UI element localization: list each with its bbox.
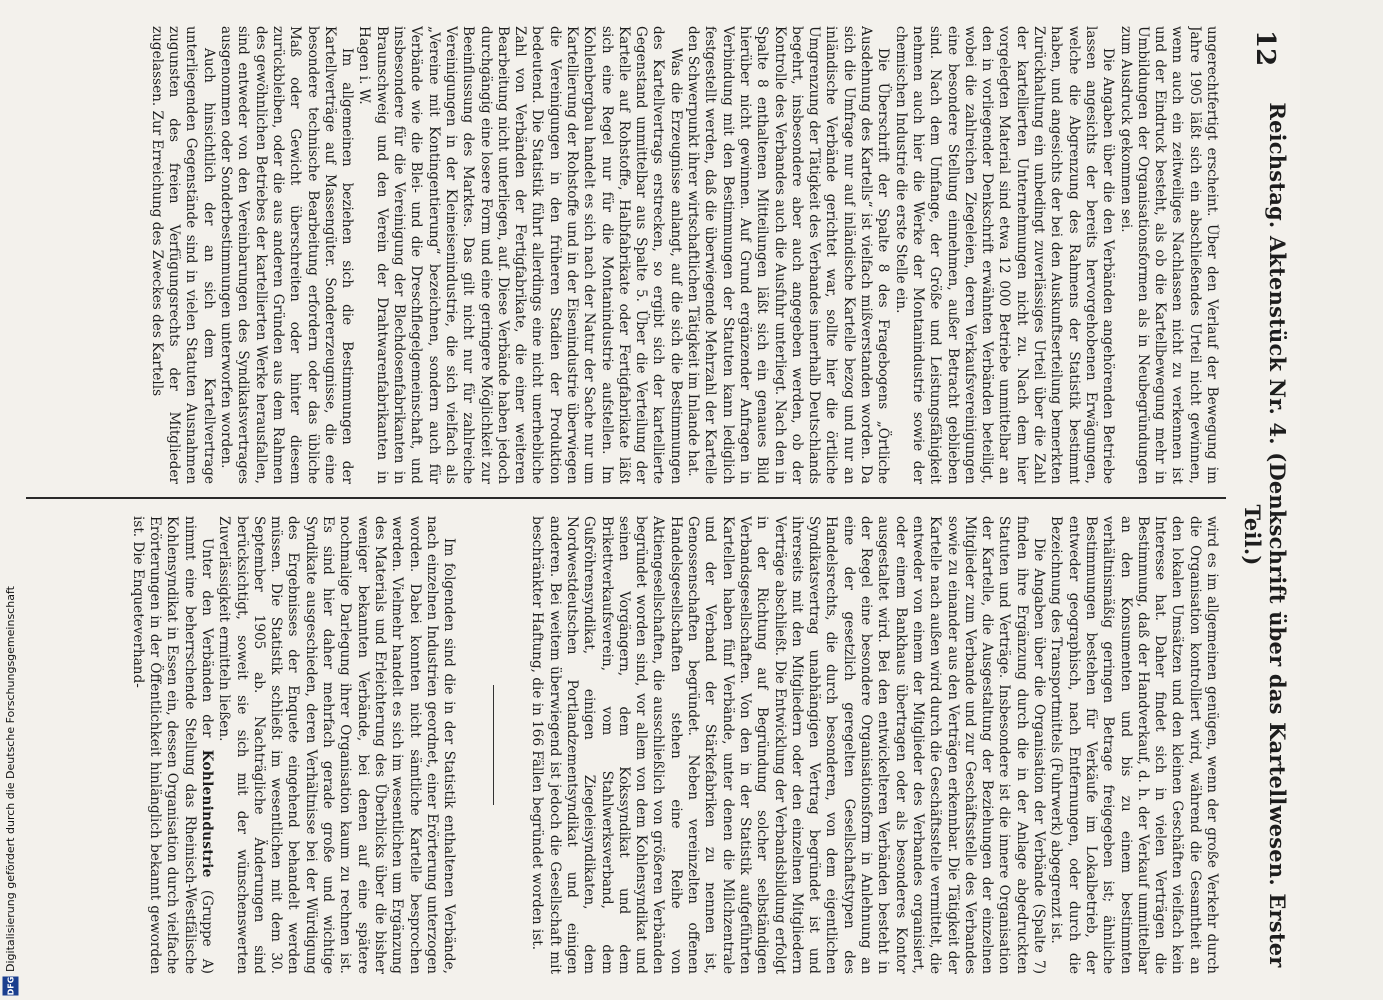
- digitization-credit: [0, 0, 22, 1000]
- section-divider: [493, 685, 494, 805]
- credit-text: Digitalisierung gefördert durch die Deutsche Forschungsgemeinschaft: [4, 586, 17, 972]
- paragraph: Was die Erzeugnisse anlangt, auf die sich die Bestimmungen des Kartellvertrags erstrecken, so ergibt sich der kartellierte Gegenstand unmittelbar aus Spalte 5. Über die Verteilung der Kartelle auf Rohstoffe, Halbfabrikate oder Fertigfabrikate läßt sich eine Regel nur für die Montanindustrie aufstellen. Im Kohlenbergbau handelt es sich nach der Natur der Sache nur um Kartellierung der Rohstoffe und in der Eisenindustrie überwiegen die Vereinigungen in den früheren Stadien der Produktion bedeutend. Die Statistik führt allerdings eine nicht unerhebliche Zahl von Verbänden der Fertigfabrikate, die einer weiteren Bearbeitung nicht unterliegen, auf. Diese Verbände haben jedoch durchgängig eine losere Form und eine geringere Möglichkeit zur Beeinflussung des Marktes. Das gilt nicht nur für zahlreiche Vereinigungen in der Kleineisenindustrie, die sich vielfach als „Vereine mit Kontingentierung“ bezeichnen, sondern auch für Verbände wie die Blei- und die Dreschflegelgemeinschaft, und insbesondere für die Vereinigung der Blechdosenfabrikanten in Braunschweig und den Verein der Drahtwarenfabrikanten in Hagen i. W.: [356, 26, 684, 484]
- paragraph: Die Überschrift der Spalte 8 des Fragebogens „Örtliche Ausdehnung des Kartells“ ist vielfach mißverstanden worden. Da sich die Umfrage nur auf inländische Kartelle bezog und nur an inländische Verbände gerichtet war, sollte hier die örtliche Umgrenzung der Tätigkeit des Verbandes innerhalb Deutschlands begehrt, insbesondere aber auch angegeben werden, ob der Kontrolle des Verbandes auch die Ausfuhr unterliegt. Nach den in Spalte 8 enthaltenen Mitteilungen läßt sich ein genaues Bild hierüber nicht gewinnen. Auf Grund ergänzender Anfragen in Verbindung mit den Bestimmungen der Statuten kann lediglich festgestellt werden, daß die überwiegende Mehrzahl der Kartelle den Schwerpunkt ihrer wirtschaftlichen Tätigkeit im Inlande hat.: [685, 26, 892, 484]
- paragraph: Die Angaben über die Organisation der Verbände (Spalte 7) finden ihre Ergänzung durch die in der Anlage abgedruckten Statuten und Verträge. Insbesondere ist die innere Organisation der Kartelle, die Ausgestaltung der Beziehungen der einzelnen Mitglieder zum Verbande und zur Geschäftsstelle des Verbandes sowie zu einander aus den Verträgen erkennbar. Die Tätigkeit der Kartelle nach außen wird durch die Geschäftsstelle vermittelt, die entweder von einem der Mitglieder des Verbandes organisiert, oder einem Bankhaus übertragen oder als besonderes Kontor ausgestaltet wird. Bei den entwickelteren Verbänden besteht in der Regel eine besondere Organisationsform in Anlehnung an eine der gesetzlich geregelten Gesellschaftstypen des Handelsrechts, die durch besonderen, von dem eigentlichen Syndikatsvertrag unabhängigen Vertrag begründet ist und ihrerseits mit den Mitgliedern oder den einzelnen Mitgliedern Verträge abschließt. Die Entwicklung der Verbandsbildung erfolgt in der Richtung auf Begründung solcher selbständigen Verbandsgesellschaften. Von den in der Statistik aufgeführten Kartellen haben fünf Verbände, unter denen die Milchzentrale und der Verband der Stärkefabriken zu nennen ist, Genossenschaften begründet. Neben vereinzelten offenen Handelsgesellschaften stehen eine Reihe von Aktiengesellschaften, die ausschließlich von größeren Verbänden begründet worden sind, vor allem von dem Kohlensyndikat und seinen Vorgängern, dem Kokssyndikat und dem Brikettverkaufsverein, vom Stahlwerksverband, dem Gußröhrensyndikat, einigen Ziegeleisyndikaten, dem Nordwestdeutschen Portlandzementsyndikat und einigen anderen. Bei weitem überwiegend ist jedoch die Gesellschaft mit beschränkter Haftung, die in 166 Fällen begründet worden ist.: [529, 516, 1048, 974]
- paragraph: Im allgemeinen beziehen sich die Bestimmungen der Kartellverträge auf Massengüter. Sondererzeugnisse, die eine besondere technische Bearbeitung erfordern oder das übliche Maß oder Gewicht überschreiten oder hinter diesem zurückbleiben, oder die aus anderen Gründen aus dem Rahmen des gewöhnlichen Betriebes der kartellierten Werke herausfallen, sind entweder von den Vereinbarungen des Syndikatsvertrages ausgenommen oder Sonderbestimmungen unterworfen worden.: [218, 26, 356, 484]
- coal-intro: Unter den Verbänden der: [198, 538, 215, 750]
- page-number: 12: [1250, 30, 1280, 67]
- coal-keyword: Kohlenindustrie: [198, 749, 215, 878]
- paragraph: Auch hinsichtlich der an sich dem Kartellvertrage unterliegenden Gegenstände sind in vielen Statuten Ausnahmen zugunsten des freien Verfügungsrechts der Mitglieder zugelassen. Zur Erreichung des Zweckes des Kartells: [148, 26, 217, 484]
- page-header: [1242, 30, 1288, 970]
- left-column: [32, 26, 1220, 484]
- paragraph: Die Angaben über die den Verbänden angehörenden Betriebe lassen angesichts der bereits hervorgehobenen Erwägungen, welche die Abgrenzung des Rahmens der Statistik bestimmt haben, und angesichts der bei den Auskunftserteilung bemerkten Zurückhaltung ein unbedingt zuverlässiges Urteil über die Zahl der kartellierten Unternehmungen nicht zu. Nach dem hier vorgelegten Material sind etwa 12 000 Betriebe unmittelbar an den in vorliegender Denkschrift erwähnten Verbänden beteiligt, wobei die zahlreichen Ziegeleien, deren Verkaufsvereinigungen eine besondere Stellung einnehmen, außer Betracht geblieben sind. Nach dem Umfange, der Größe und Leistungsfähigkeit nehmen auch hier die Werke der Montanindustrie sowie der chemischen Industrie die erste Stelle ein.: [892, 26, 1117, 484]
- paragraph: ungerechtfertigt erscheint. Über den Verlauf der Bewegung im Jahre 1905 läßt sich ein abschließendes Urteil nicht gewinnen, wenn auch ein zeitweiliges Nachlassen nicht zu verkennen ist und der Eindruck besteht, als ob die Kartellbewegung mehr in Umbildungen der Organisationsformen als in Neubegründungen zum Ausdruck gekommen sei.: [1117, 26, 1220, 484]
- paragraph: Im folgenden sind die in der Statistik enthaltenen Verbände, nach einzelnen Industrien geordnet, einer Erörterung unterzogen worden. Dabei konnten nicht sämtliche Kartelle besprochen werden. Vielmehr handelt es sich im wesentlichen um Ergänzung des Materials und Erleichterung des Überblicks über die bisher weniger bekannten Verbände, bei denen auf eine spätere nochmalige Darlegung ihrer Organisation kaum zu rechnen ist. Es sind hier daher mehrfach gerade große und wichtige Syndikate ausgeschieden, deren Verhältnisse bei der Würdigung des Ergebnisses der Enquete eingehend behandelt werden müssen. Die Statistik schließt im wesentlichen mit dem 30. September 1905 ab. Nachträgliche Änderungen sind berücksichtigt, soweit sie sich mit der wünschenswerten Zuverlässigkeit ermitteln ließen.: [216, 516, 458, 974]
- page-title: Reichstag. Aktenstück Nr. 4. (Denkschrift über das Kartellwesen. Erster Teil.): [1240, 102, 1290, 968]
- coal-industry-paragraph: [128, 516, 214, 974]
- column-divider: [26, 497, 1226, 499]
- dfg-logo-icon: DFG: [3, 977, 19, 996]
- coal-rest: (Gruppe A) nimmt eine beherrschende Stellung das Rheinisch-Westfälische Kohlensyndikat in Essen ein, dessen Organisation durch vielfache Erörterungen in der Öffentlichkeit hinlänglich bekannt geworden ist. Die Enqueteverhand-: [129, 516, 215, 974]
- paragraph: wird es im allgemeinen genügen, wenn der große Verkehr durch die Organisation kontrolliert wird, während die Gesamtheit an den lokalen Umsätzen und den kleinen Geschäften vielfach kein Interesse hat. Daher findet sich in vielen Verträgen die Bestimmung, daß der Handverkauf, d. h. der Verkauf unmittelbar an den Konsumenten und bis zu einem bestimmten verhältnismäßig geringen Betrage freigegeben ist; ähnliche Bestimmungen bestehen für Verkäufe im Lokalbetrieb, der entweder geographisch, nach Entfernungen, oder durch die Bezeichnung des Transportmittels (Fuhrwerk) abgegrenzt ist.: [1048, 516, 1220, 974]
- right-column: [32, 516, 1220, 974]
